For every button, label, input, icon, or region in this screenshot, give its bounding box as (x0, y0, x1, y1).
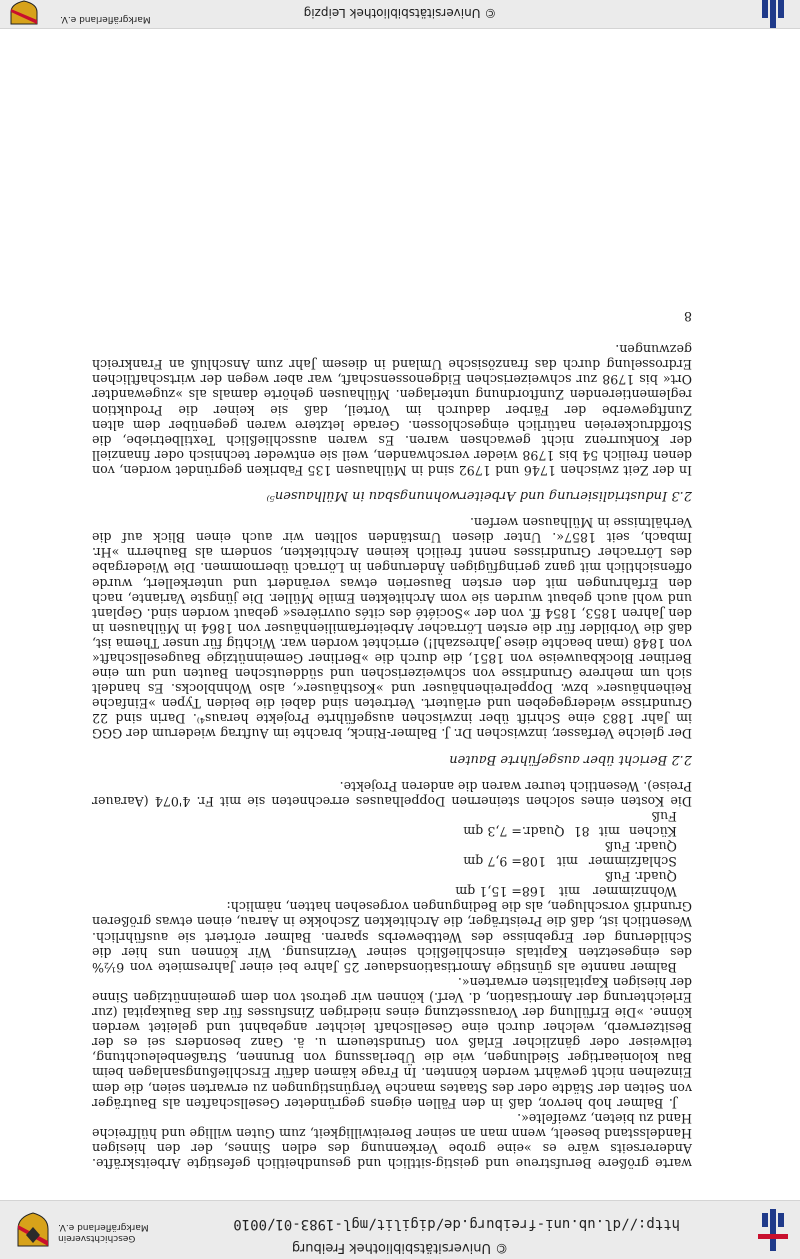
university-library-logo-icon (756, 1205, 790, 1255)
paragraph: warte größere Berufstreue und geistig-sittlich und gesundheitlich gefestigte Arbeitskräfte. Andererseits wäre es »eine grobe Verkennung des edlen Sinnes, der den hiesigen Handelsstand beseelt, wenn man an seiner Bereitwilligkeit, zum Guten willige und hülfreiche Hand zu bieten, zweifelte«. (92, 1110, 692, 1171)
section-heading: 2.2 Bericht über ausgeführte Bauten (449, 751, 692, 767)
university-library-logo-icon (756, 0, 790, 28)
page-number: 8 (683, 309, 692, 325)
viewer-header-bar (0, 1200, 800, 1259)
paragraph: In der Zeit zwischen 1746 und 1792 sind in Mülhausen 135 Fabriken gegründet worden, von denen freilich 54 bis 1798 wieder verschwanden, weil sie entweder technisch oder finanziell der Konkurrenz nicht gewachsen waren. Es waren ausschließlich Textilbetriebe, die Stoffdruckereien natürlich eingeschlossen. Gerade letztere waren gegenüber dem alten Zunftgewerbe der Färber dadurch im Vorteil, daß sie keiner die Produktion reglementierenden Zunftordnung unterlagen. Mülhausen gehörte damals als »zugewandter Ort« bis 1798 zur schweizerischen Eidgenossenschaft, war aber wegen der wirtschaftlichen Erdrosselung durch das französische Umland in diesem Jahr zum Anschluß an Frankreich gezwungen. (92, 342, 692, 478)
paragraph: Der gleiche Verfasser, inzwischen Dr. J. Balmer-Rinck, brachte im Auftrag wiederum der GGG im Jahr 1883 eine Schrift über inzwischen ausgeführte Projekte heraus⁴⁾. Darin sind 22 Grundrisse wiedergegeben und erläutert. Vertreten sind dabei die beiden Typen »Einfache Reihenhäuser« bzw. Doppelreihenhäuser und »Kosthäuser«, also Wohnblocks. Es handelt sich um mehrere Grundrisse von schweizerischen und süddeutschen Bauten und um eine Berliner Blockbauweise von 1851, die durch die »Berliner Gemeinnützige Baugesellschaft« von 1848 (man beachte diese Jahreszahl!) errichtet worden war. Wichtig für unser Thema ist, daß die Vorbilder für die ersten Lörracher Arbeiterfamilienhäuser von 1864 in Mülhausen in den Jahren 1853, 1854 ff. von der »Société des cités ouvrières« gebaut worden sind. Geplant und wohl auch gebaut wurden sie vom Architekten Emile Müller. Die jüngste Variante, nach den Erfahrungen mit den ersten Bauserien etwas verändert und unterkellert, wurde offensichtlich mit ganz geringfügigen Änderungen in Lörrach übernommen. Die Wiedergabe des Lörracher Grundrisses nennt freilich keinen Architekten, sondern als Bauherrn »Hr. Imbach, seit 1857«. Unter diesen Umständen sollten wir auch einen Blick auf die Verhältnisse in Mülhausen werfen. (92, 515, 692, 742)
viewer-footer-bar (0, 0, 800, 29)
paragraph: Balmer nannte als günstige Amortisationsdauer 25 Jahre bei einer Jahresmiete von 6½% des eingesetzten Kapitals einschließlich seiner Verzinsung. Wir können uns hier die Schilderung der Ergebnisse des Wettbewerbs sparen. Balmer erörtert sie ausführlich. Wesentlich ist, daß die Preisträger, die Architekten Zschokke in Aarau, einen etwas größeren Grundriß vorschlugen, als die Bedingungen vorgesehen hatten, nämlich: (92, 899, 692, 975)
section-heading: 2.3 Industrialisierung und Arbeiterwohnungsbau in Mülhausen⁵⁾ (266, 488, 692, 504)
room-size-row: Schlafzimmer mit 108 Quadr. Fuß = 9,7 qm (463, 839, 677, 870)
room-size-row: Küchen mit 81 Quadr. Fuß = 7,3 qm (463, 808, 677, 839)
document-text-block (92, 309, 692, 1171)
institution-name: Markgräflerland e.V. (60, 14, 151, 24)
document-url-link[interactable]: http://dl.ub.uni-freiburg.de/digilit/mgl-1983-01/0010 (233, 1216, 680, 1232)
copyright-text: © Universitätsbibliothek Leipzig (303, 6, 497, 20)
copyright-text: © Universitätsbibliothek Freiburg (291, 1240, 509, 1255)
coat-of-arms-icon (8, 0, 40, 26)
room-size-row: Wohnzimmer mit 168 Quadr. Fuß = 15,1 qm (455, 869, 677, 900)
institution-name: Geschichtsverein Markgräflerland e.V. (58, 1222, 149, 1243)
paragraph: Die Kosten eines solchen steinernen Doppelhauses errechneten sie mit Fr. 4'074 (Aarauer Preise). Wesentlich teurer waren die anderen Projekte. (92, 778, 692, 809)
coat-of-arms-icon (14, 1211, 52, 1249)
paragraph: J. Balmer hob hervor, daß in den Fällen eigens gegründeter Gesellschaften als Bauträger von Seiten der Städte oder des Staates manche Vergünstigungen zu erwarten seien, die dem Einzelnen nicht gewährt werden könnten. In Frage kämen dafür Erschließungsanlagen beim Bau kolonieartiger Siedlungen, wie die Überlassung von Brunnen, Straßenbeleuchtung, teilweiser oder gänzlicher Erlaß von Grundsteuern u. ä. Ganz besonders sei es der Besitzerwerb, welcher durch eine Gesellschaft leichter angebahnt und geleitet werden könne. »Die Erfüllung der Voraussetzung eines niedrigen Zinsfusses für das Baukapital (zur Erleichterung der Amortisation, d. Verf.) können wir getrost von dem gemeinnützigen Sinne der hiesigen Kapitalisten erwarten«. (92, 974, 692, 1111)
